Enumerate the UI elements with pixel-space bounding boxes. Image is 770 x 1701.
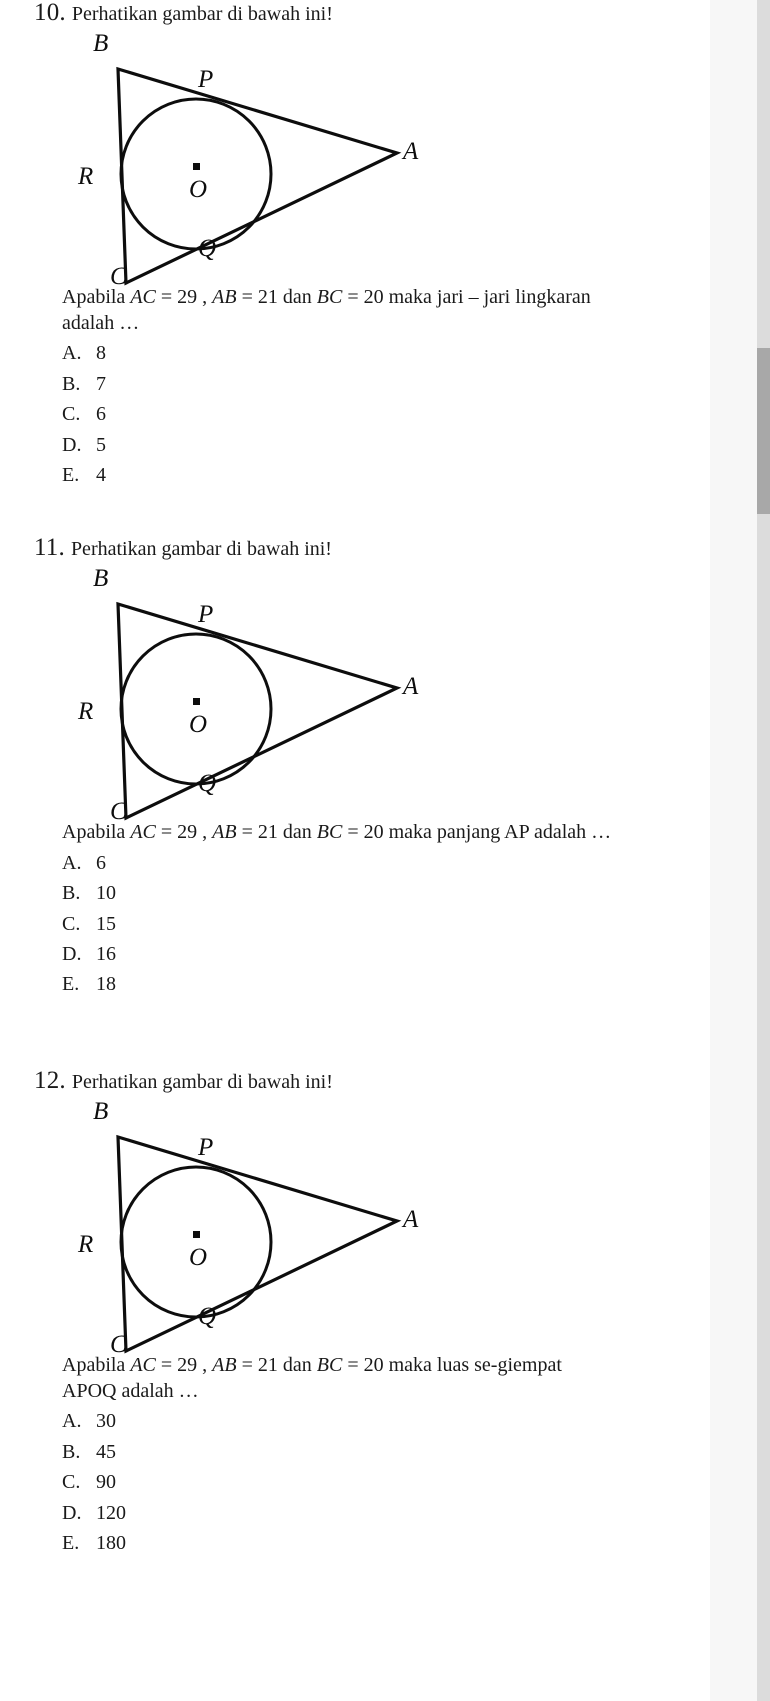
figure-label-P: P xyxy=(198,1134,214,1162)
option-value: 30 xyxy=(96,1410,116,1433)
figure-label-P: P xyxy=(198,66,214,94)
option-row[interactable] xyxy=(62,1498,710,1528)
statement-var-ab: AB xyxy=(212,1354,237,1377)
question-heading-11 xyxy=(0,535,710,561)
question-prompt-12: Perhatikan gambar di bawah ini! xyxy=(71,1071,333,1093)
option-value: 90 xyxy=(96,1471,116,1494)
option-row[interactable] xyxy=(62,1437,710,1467)
option-letter: A. xyxy=(62,1410,82,1433)
figure-label-Q: Q xyxy=(198,770,217,798)
statement-var-ab: AB xyxy=(212,286,237,309)
option-value: 180 xyxy=(96,1532,126,1554)
question-statement-12 xyxy=(0,1353,710,1404)
option-value: 6 xyxy=(96,851,106,874)
statement-mid: dan xyxy=(277,821,317,844)
figure-label-C: C xyxy=(110,798,127,823)
statement-var-bc: BC xyxy=(316,1354,343,1377)
statement-var-ac: AC xyxy=(130,1354,156,1377)
option-value: 4 xyxy=(96,464,106,486)
option-value: 5 xyxy=(96,433,106,456)
figure-label-B: B xyxy=(93,1098,109,1126)
option-letter: D. xyxy=(62,1501,82,1524)
incircle-triangle-figure-12 xyxy=(40,1097,470,1355)
option-letter: B. xyxy=(62,882,81,905)
statement-var-bc: BC xyxy=(316,286,343,309)
option-row[interactable] xyxy=(62,369,710,399)
option-value: 16 xyxy=(96,943,116,966)
option-row[interactable] xyxy=(62,969,710,999)
statement-var-bc: BC xyxy=(316,821,343,844)
question-number-10: 10. xyxy=(34,0,66,26)
statement-tail: maka panjang AP adalah … xyxy=(383,821,612,844)
figure-label-A: A xyxy=(403,673,419,701)
statement-eq-bc: = 20 xyxy=(342,286,384,309)
statement-eq-ab: = 21 xyxy=(236,821,278,844)
option-row[interactable] xyxy=(62,430,710,460)
question-prompt-11: Perhatikan gambar di bawah ini! xyxy=(70,538,332,560)
figure-label-C: C xyxy=(110,1331,127,1356)
question-prompt-10: Perhatikan gambar di bawah ini! xyxy=(71,3,333,25)
question-block-10 xyxy=(0,0,710,490)
option-row[interactable] xyxy=(62,460,710,490)
question-number-12: 12. xyxy=(34,1067,66,1094)
option-value: 45 xyxy=(96,1440,116,1463)
option-value: 15 xyxy=(96,912,116,935)
option-row[interactable] xyxy=(62,939,710,969)
question-block-12 xyxy=(0,1068,710,1558)
option-letter: E. xyxy=(62,1532,80,1554)
figure-label-R: R xyxy=(78,698,94,726)
option-letter: A. xyxy=(62,342,82,365)
figure-label-Q: Q xyxy=(198,235,217,263)
question-number-11: 11. xyxy=(34,534,65,561)
statement-lead: Apabila xyxy=(62,286,131,309)
option-row[interactable] xyxy=(62,399,710,429)
option-letter: D. xyxy=(62,433,82,456)
option-row[interactable] xyxy=(62,1528,710,1558)
incircle-triangle-figure-11 xyxy=(40,564,470,822)
statement-tail: maka jari – jari lingkaran adalah … xyxy=(62,286,591,334)
figure-label-O: O xyxy=(189,176,208,204)
option-letter: E. xyxy=(62,464,80,486)
figure-label-R: R xyxy=(78,1231,94,1259)
option-letter: B. xyxy=(62,372,81,395)
options-list-11 xyxy=(0,848,710,1000)
statement-sep: , xyxy=(197,821,213,844)
statement-eq-ab: = 21 xyxy=(236,286,278,309)
statement-eq-ab: = 21 xyxy=(236,1354,278,1377)
statement-var-ab: AB xyxy=(212,821,237,844)
figure-label-O: O xyxy=(189,1244,208,1272)
question-block-11 xyxy=(0,535,710,1000)
question-statement-10 xyxy=(0,285,710,336)
figure-label-B: B xyxy=(93,565,109,593)
options-list-10 xyxy=(0,338,710,490)
option-letter: C. xyxy=(62,1471,81,1494)
figure-label-P: P xyxy=(198,601,214,629)
statement-eq-ac: = 29 xyxy=(155,1354,198,1377)
statement-sep: , xyxy=(197,286,213,309)
statement-eq-bc: = 20 xyxy=(342,1354,384,1377)
statement-mid: dan xyxy=(277,286,317,309)
incircle-triangle-figure-10 xyxy=(40,29,470,287)
statement-var-ac: AC xyxy=(130,821,156,844)
statement-eq-bc: = 20 xyxy=(342,821,384,844)
option-letter: B. xyxy=(62,1440,81,1463)
statement-mid: dan xyxy=(277,1354,317,1377)
question-statement-11 xyxy=(0,820,710,846)
option-letter: E. xyxy=(62,973,80,996)
figure-label-C: C xyxy=(110,263,127,288)
option-value: 7 xyxy=(96,372,106,395)
option-row[interactable] xyxy=(62,1467,710,1497)
option-row[interactable] xyxy=(62,848,710,878)
option-row[interactable] xyxy=(62,909,710,939)
question-heading-10 xyxy=(0,0,710,26)
statement-lead: Apabila xyxy=(62,1354,131,1377)
statement-lead: Apabila xyxy=(62,821,131,844)
option-value: 120 xyxy=(96,1501,126,1524)
option-value: 18 xyxy=(96,973,116,996)
statement-tail: maka luas se-giempat APOQ adalah … xyxy=(62,1354,562,1402)
figure-label-B: B xyxy=(93,30,109,58)
options-list-12 xyxy=(0,1406,710,1558)
statement-sep: , xyxy=(197,1354,213,1377)
option-row[interactable] xyxy=(62,878,710,908)
statement-eq-ac: = 29 xyxy=(155,286,198,309)
statement-eq-ac: = 29 xyxy=(155,821,198,844)
option-letter: C. xyxy=(62,403,81,426)
option-letter: D. xyxy=(62,943,82,966)
figure-label-A: A xyxy=(403,1206,419,1234)
option-row[interactable] xyxy=(62,1406,710,1436)
option-row[interactable] xyxy=(62,338,710,368)
figure-label-Q: Q xyxy=(198,1303,217,1331)
statement-var-ac: AC xyxy=(130,286,156,309)
option-letter: C. xyxy=(62,912,81,935)
option-letter: A. xyxy=(62,851,82,874)
question-heading-12 xyxy=(0,1068,710,1094)
vertical-scrollbar-track[interactable] xyxy=(757,0,770,1701)
option-value: 10 xyxy=(96,882,116,905)
figure-label-R: R xyxy=(78,163,94,191)
vertical-scrollbar-thumb[interactable] xyxy=(757,348,770,514)
figure-label-O: O xyxy=(189,711,208,739)
option-value: 6 xyxy=(96,403,106,426)
option-value: 8 xyxy=(96,342,106,365)
figure-label-A: A xyxy=(403,138,419,166)
